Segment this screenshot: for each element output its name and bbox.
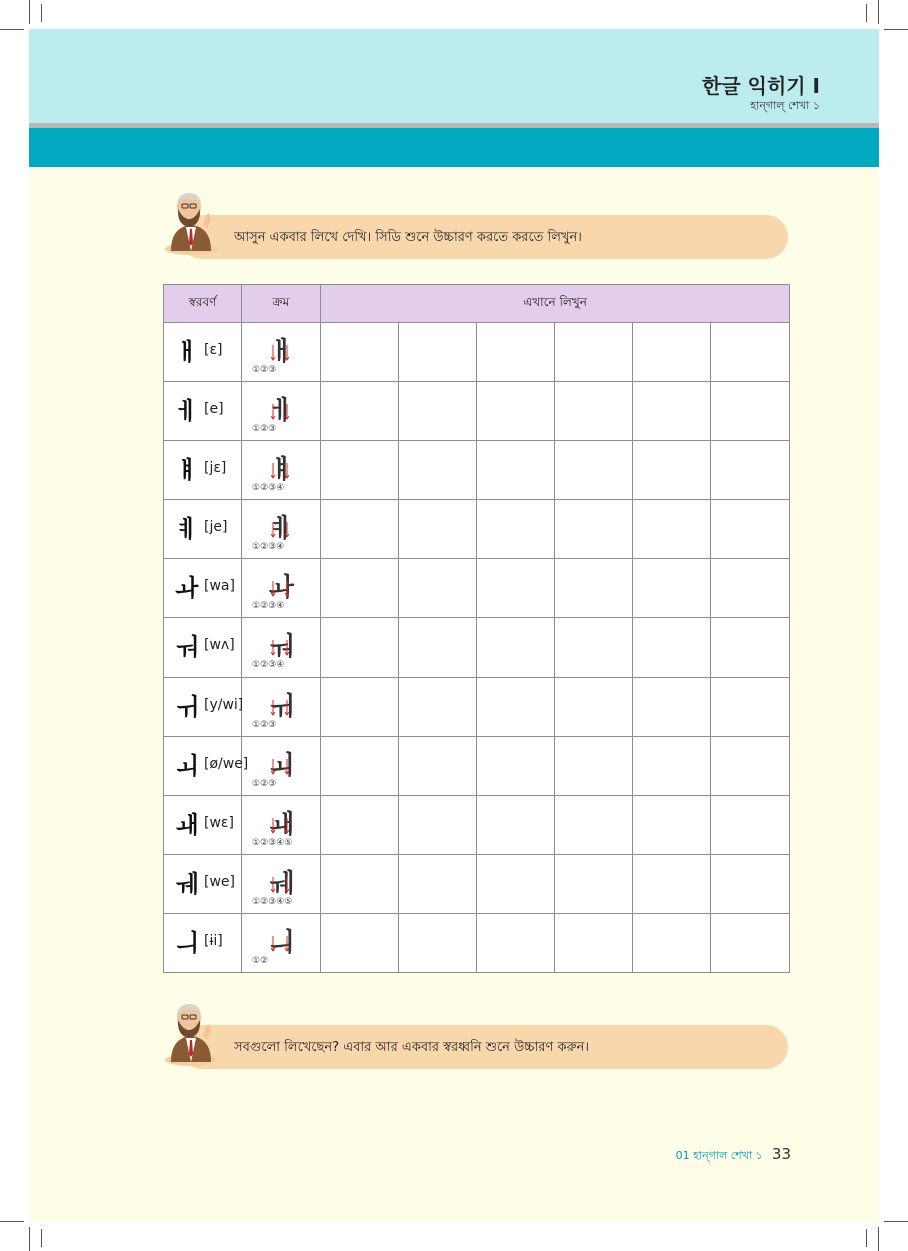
writing-practice-cell[interactable] [633,323,711,382]
writing-practice-cell[interactable] [711,913,790,972]
crop-mark [0,1221,24,1222]
stroke-order-glyph: ㅘ [269,573,295,604]
writing-practice-cell[interactable] [399,441,477,500]
writing-practice-cell[interactable] [321,323,399,382]
stroke-order-steps: ①②③④ [252,660,285,671]
writing-practice-cell[interactable] [711,618,790,677]
writing-practice-cell[interactable] [555,913,633,972]
vowel-cell [164,441,242,500]
stroke-arrow-icon [271,875,289,895]
writing-practice-cell[interactable] [633,913,711,972]
writing-practice-cell[interactable] [555,677,633,736]
crop-mark [866,4,867,22]
stroke-arrow-icon [271,638,289,658]
stroke-order-glyph: ㅢ [269,927,295,958]
table-row [164,559,790,618]
hangul-vowel: ㅐ [175,338,199,366]
vowel-cell [164,618,242,677]
header-vowel: স্বরবর্ণ [164,285,242,323]
stroke-order-glyph: ㅖ [269,514,295,545]
writing-practice-cell[interactable] [633,795,711,854]
stroke-order-glyph: ㅚ [269,750,295,781]
hangul-vowel: ㅢ [175,928,199,957]
crop-mark [866,1229,867,1247]
writing-practice-cell[interactable] [633,736,711,795]
writing-practice-cell[interactable] [477,795,555,854]
stroke-order-glyph: ㅒ [269,455,295,486]
stroke-arrow-icon [271,934,289,954]
instruction-bubble-bottom [180,1025,788,1069]
stroke-order-cell [242,677,321,736]
hangul-vowel: ㅒ [175,456,199,485]
writing-practice-cell[interactable] [633,382,711,441]
stroke-arrow-icon [271,757,289,777]
crop-mark [29,0,30,24]
footer-label: 01 হান্গাল শেখা ১ [675,1149,763,1162]
ipa-pronunciation: [wʌ] [204,637,235,654]
writing-practice-cell[interactable] [321,913,399,972]
table-row [164,795,790,854]
stroke-order-steps: ①②③ [252,778,277,789]
page-subtitle: হান্গাল্ শেখা ১ [750,99,820,112]
writing-practice-cell[interactable] [711,736,790,795]
table-row [164,618,790,677]
table-row [164,441,790,500]
writing-practice-cell[interactable] [399,913,477,972]
writing-practice-cell[interactable] [711,795,790,854]
writing-practice-cell[interactable] [321,559,399,618]
ipa-pronunciation: [ɨi] [204,932,223,949]
hangul-vowel: ㅙ [175,810,199,839]
writing-practice-cell[interactable] [477,736,555,795]
vowel-cell [164,795,242,854]
writing-practice-cell[interactable] [321,441,399,500]
writing-practice-cell[interactable] [399,618,477,677]
table-row [164,382,790,441]
table-row [164,323,790,382]
writing-practice-cell[interactable] [321,736,399,795]
stroke-order-steps: ①②③ [252,719,277,730]
ipa-pronunciation: [y/wi] [204,696,244,713]
stroke-order-glyph: ㅙ [269,809,295,840]
writing-practice-cell[interactable] [477,441,555,500]
table-row [164,913,790,972]
hangul-vowel: ㅔ [175,397,199,426]
stroke-order-glyph: ㅟ [269,691,295,722]
stroke-order-steps: ①②③④ [252,542,285,553]
writing-practice-cell[interactable] [633,854,711,913]
stroke-arrow-icon [271,816,289,836]
stroke-arrow-icon [271,343,289,363]
writing-practice-cell[interactable] [477,854,555,913]
writing-practice-cell[interactable] [555,323,633,382]
stroke-order-cell [242,323,321,382]
hangul-vowel: ㅘ [175,574,199,603]
hangul-vowel: ㅚ [175,751,199,780]
table-row [164,736,790,795]
writing-practice-cell[interactable] [321,500,399,559]
page-footer [676,1144,791,1166]
writing-practice-cell[interactable] [555,382,633,441]
writing-practice-cell[interactable] [399,795,477,854]
teacher-illustration-icon [163,185,219,255]
stroke-order-glyph: ㅞ [269,868,295,899]
writing-practice-cell[interactable] [633,618,711,677]
writing-practice-cell[interactable] [711,500,790,559]
stroke-arrow-icon [271,579,289,599]
header-write-here: এখানে লিখুন [321,285,790,323]
page-number: 33 [771,1145,791,1163]
crop-mark [41,4,42,22]
ipa-pronunciation: [ɛ] [204,342,223,358]
writing-practice-cell[interactable] [633,677,711,736]
writing-practice-cell[interactable] [399,500,477,559]
crop-mark [884,1221,908,1222]
writing-practice-cell[interactable] [321,618,399,677]
table-row [164,677,790,736]
hangul-vowel: ㅞ [175,869,199,898]
writing-practice-cell[interactable] [555,559,633,618]
stroke-arrow-icon [271,698,289,718]
table-header-row [164,285,790,323]
writing-practice-cell[interactable] [633,441,711,500]
vowel-cell [164,854,242,913]
hangul-vowel: ㅝ [175,633,199,662]
teacher-illustration-icon [163,996,219,1066]
header-order: ক্রম [242,285,321,323]
writing-practice-cell[interactable] [321,795,399,854]
writing-practice-cell[interactable] [555,795,633,854]
stroke-order-cell [242,854,321,913]
stroke-order-glyph: ㅐ [269,337,295,367]
stroke-order-steps: ①② [252,955,269,966]
vowel-cell [164,500,242,559]
writing-practice-cell[interactable] [711,382,790,441]
writing-practice-cell[interactable] [321,854,399,913]
writing-practice-cell[interactable] [633,500,711,559]
hangul-vowel: ㅖ [175,515,199,544]
writing-practice-cell[interactable] [711,323,790,382]
writing-practice-cell[interactable] [477,559,555,618]
crop-mark [29,1227,30,1251]
stroke-order-cell [242,913,321,972]
stroke-order-glyph: ㅔ [269,396,295,427]
stroke-order-steps: ①②③④ [252,483,285,494]
stroke-order-cell [242,559,321,618]
table-row [164,854,790,913]
writing-practice-cell[interactable] [555,441,633,500]
vowel-cell [164,559,242,618]
page-title: 한글 익히기 I [702,74,820,98]
stroke-order-steps: ①②③④⑤ [252,837,293,848]
stroke-arrow-icon [271,461,289,481]
stroke-arrow-icon [271,520,289,540]
teal-band [29,128,879,167]
writing-practice-cell[interactable] [555,500,633,559]
writing-practice-cell[interactable] [633,559,711,618]
writing-practice-cell[interactable] [399,736,477,795]
table-row [164,500,790,559]
writing-practice-cell[interactable] [477,382,555,441]
writing-practice-cell[interactable] [477,500,555,559]
instruction-text-top: আসুন একবার লিখে দেখি। সিডি শুনে উচ্চারণ করতে করতে লিখুন। [234,230,582,245]
crop-mark [884,29,908,30]
vowel-cell [164,323,242,382]
stroke-order-steps: ①②③ [252,424,277,435]
writing-practice-cell[interactable] [321,382,399,441]
writing-practice-cell[interactable] [477,323,555,382]
crop-mark [0,29,24,30]
writing-practice-cell[interactable] [711,441,790,500]
vowel-writing-table [163,284,790,973]
writing-practice-cell[interactable] [477,677,555,736]
writing-practice-cell[interactable] [711,677,790,736]
writing-practice-cell[interactable] [477,618,555,677]
writing-practice-cell[interactable] [555,736,633,795]
stroke-order-glyph: ㅝ [269,632,295,663]
stroke-order-steps: ①②③④ [252,601,285,612]
writing-practice-cell[interactable] [711,854,790,913]
stroke-order-cell [242,500,321,559]
crop-mark [878,1227,879,1251]
stroke-order-cell [242,618,321,677]
writing-practice-cell[interactable] [555,854,633,913]
stroke-arrow-icon [271,402,289,422]
stroke-order-steps: ①②③④⑤ [252,896,293,907]
ipa-pronunciation: [jɛ] [204,460,227,477]
vowel-cell [164,913,242,972]
instruction-bubble-top [180,215,788,259]
stroke-order-steps: ①②③ [252,365,277,375]
writing-practice-cell[interactable] [399,559,477,618]
writing-practice-cell[interactable] [399,677,477,736]
stroke-order-cell [242,441,321,500]
hangul-vowel: ㅟ [175,692,199,721]
vowel-cell [164,736,249,795]
writing-practice-cell[interactable] [399,323,477,382]
crop-mark [878,0,879,24]
ipa-pronunciation: [ø/we] [204,755,249,772]
writing-practice-cell[interactable] [399,854,477,913]
writing-practice-cell[interactable] [477,913,555,972]
writing-practice-cell[interactable] [711,559,790,618]
vowel-cell [164,382,242,441]
writing-practice-cell[interactable] [399,382,477,441]
stroke-order-cell [242,736,321,795]
ipa-pronunciation: [wa] [204,578,235,595]
crop-mark [41,1229,42,1247]
ipa-pronunciation: [wɛ] [204,814,234,831]
ipa-pronunciation: [e] [204,401,224,418]
ipa-pronunciation: [je] [204,519,228,536]
writing-practice-cell[interactable] [321,677,399,736]
instruction-text-bottom: সবগুলো লিখেছেন? এবার আর একবার স্বরধ্বনি শুনে উচ্চারণ করুন। [234,1040,590,1055]
writing-practice-cell[interactable] [555,618,633,677]
stroke-order-cell [242,382,321,441]
stroke-order-cell [242,795,321,854]
ipa-pronunciation: [we] [204,873,235,890]
vowel-cell [164,677,242,736]
